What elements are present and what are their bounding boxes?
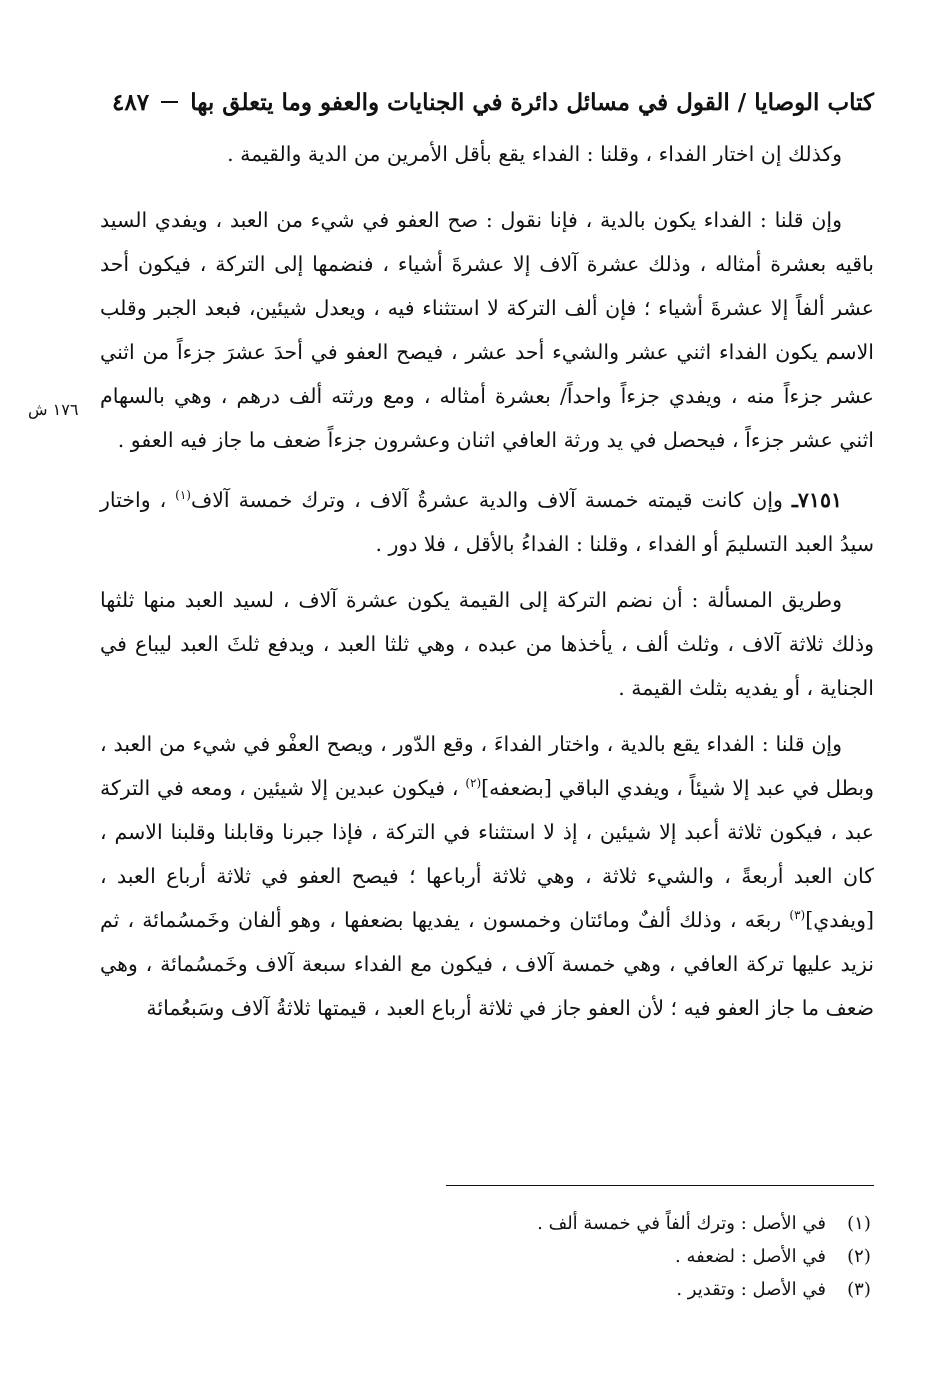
footnote-3 [300,1273,874,1306]
page-header [112,82,874,122]
running-title: كتاب الوصايا / القول في مسائل دائرة في الجنايات والعفو وما يتعلق بها [190,88,874,116]
item-text-b: ، واختار سيدُ العبد التسليمَ أو الفداء ، وقلنا : الفداءُ بالأقل ، فلا دور . [100,488,874,556]
paragraph-2: وإن قلنا : الفداء يكون بالدية ، فإنا نقول : صح العفو في شيء من العبد ، ويفدي السيد باقيه بعشرة أمثاله ، وذلك عشرة آلاف إلا عشرةَ أشياء ، فنضمها إلى التركة ، فيكون أحد عشر ألفاً إلا عشرةَ أشياء ؛ فإن ألف التركة لا استثناء فيه ، ويعدل شيئين، فبعد الجبر وقلب الاسم يكون الفداء اثني عشر والشيء أحد عشر ، فيصح العفو في أحدَ عشرَ جزءاً من اثني عشر جزءاً منه ، ويفدي جزءاً واحداً/ بعشرة أمثاله ، ومع ورثته ألف درهم ، وهي بالسهام اثني عشر جزءاً ، فيحصل في يد ورثة العافي اثنان وعشرون جزءاً ضعف ما جاز فيه العفو . [100,208,874,452]
item-number: ٧١٥١ـ [791,488,842,512]
footnote-separator [446,1185,874,1186]
numbered-item-7151 [100,478,874,566]
footnote-text: في الأصل : وترك ألفاً في خمسة ألف . [537,1213,826,1234]
footnote-2 [300,1240,874,1273]
paragraph-4-part-b: ، فيكون عبدين إلا شيئين ، ومعه في التركة عبد ، فيكون ثلاثة أعبد إلا شيئين ، إذ لا استثناء في التركة ، فإذا جبرنا وقابلنا وقلبنا الاسم ، كان العبد أربعةً ، والشيء ثلاثة ، وهي ثلاثة أرباعها ؛ فيصح العفو في ثلاثة أرباع العبد ، [ويفدي] [100,776,874,932]
footnote-ref-2: (٢) [465,776,482,791]
footnote-ref-3: (٣) [789,908,806,923]
main-text [100,132,874,1042]
footnote-number: (٣) [847,1279,871,1300]
footnote-1 [300,1207,874,1240]
paragraph-4-part-a: وإن قلنا : الفداء يقع بالدية ، واختار الفداءَ ، وقع الدّور ، ويصح العفْو في شيء من العبد ، وبطل في عبد إلا شيئاً ، ويفدي الباقي [بضعفه] [100,732,874,800]
header-rule [161,101,178,103]
footnote-number: (٢) [847,1246,871,1267]
footnote-text: في الأصل : وتقدير . [676,1279,826,1300]
page-number: ٤٨٧ [112,88,150,116]
footnote-ref-1: (١) [175,488,191,503]
paragraph-1: وكذلك إن اختار الفداء ، وقلنا : الفداء يقع بأقل الأمرين من الدية والقيمة . [227,142,842,166]
margin-manuscript-note: ١٧٦ ش [28,400,79,419]
footnote-number: (١) [847,1213,871,1234]
item-text-a: وإن كانت قيمته خمسة آلاف والدية عشرةُ آلاف ، وترك خمسة آلاف [190,488,783,512]
paragraph-4 [100,722,874,1030]
footnotes [300,1207,874,1306]
paragraph-4-part-c: ربعَه ، وذلك ألفٌ ومائتان وخمسون ، يفديها بضعفها ، وهو ألفان وخَمسُمائة ، ثم نزيد عليها تركة العافي ، وهي خمسة آلاف ، فيكون مع الفداء سبعة آلاف وخَمسُمائة ، وهي ضعف ما جاز العفو فيه ؛ لأن العفو جاز في ثلاثة أرباع العبد ، قيمتها ثلاثةُ آلاف وسَبعُمائة [100,908,874,1020]
footnote-text: في الأصل : لضعفه . [675,1246,826,1267]
paragraph-3: وطريق المسألة : أن نضم التركة إلى القيمة يكون عشرة آلاف ، لسيد العبد منها ثلثها وذلك ثلاثة آلاف ، وثلث ألف ، يأخذها من عبده ، وهي ثلثا العبد ، ويدفع ثلثَ العبد ليباع في الجناية ، أو يفديه بثلث القيمة . [100,588,874,700]
